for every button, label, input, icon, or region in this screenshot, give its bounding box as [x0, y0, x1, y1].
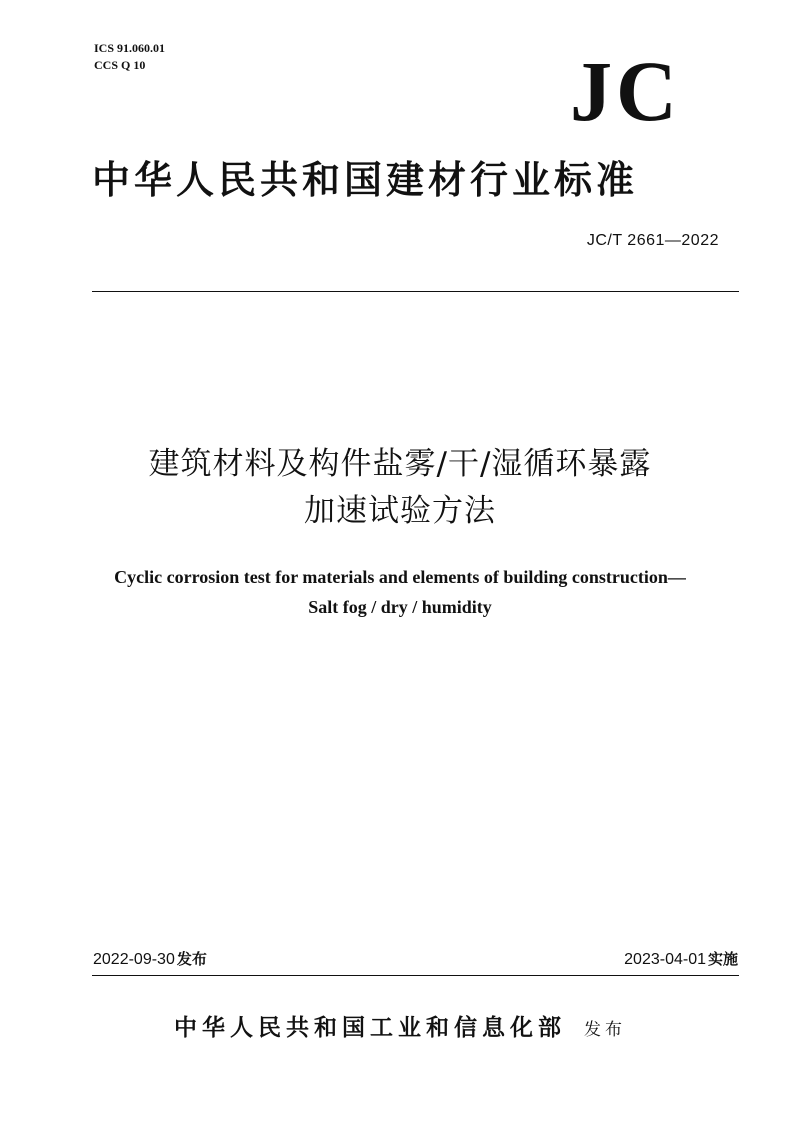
issuer-name: 中华人民共和国工业和信息化部 [174, 1014, 566, 1041]
standard-category-title: 中华人民共和国建材行业标准 [92, 158, 639, 202]
english-title-line-2: Salt fog / dry / humidity [308, 597, 492, 617]
issue-date: 2022-09-30 [93, 951, 175, 968]
issuing-authority [0, 1010, 800, 1048]
ics-code: ICS 91.060.01 [94, 41, 166, 55]
issue-label: 发布 [176, 950, 207, 968]
implementation-date: 2023-04-01 [624, 951, 706, 968]
standard-number: JC/T 2661—2022 [586, 232, 719, 249]
classification-codes [94, 40, 165, 74]
jc-logo: JC [570, 43, 681, 139]
chinese-title-line-2: 加速试验方法 [304, 493, 496, 529]
header-divider [92, 291, 739, 292]
issue-date-block [93, 948, 207, 971]
footer-divider [92, 975, 739, 976]
chinese-title-line-1: 建筑材料及构件盐雾/干/湿循环暴露 [148, 446, 652, 482]
english-title-line-1: Cyclic corrosion test for materials and elements of building construction— [114, 567, 686, 587]
issuer-action: 发布 [584, 1020, 626, 1040]
implementation-date-block [624, 948, 738, 971]
implementation-label: 实施 [707, 950, 738, 968]
ccs-code: CCS Q 10 [94, 58, 146, 72]
